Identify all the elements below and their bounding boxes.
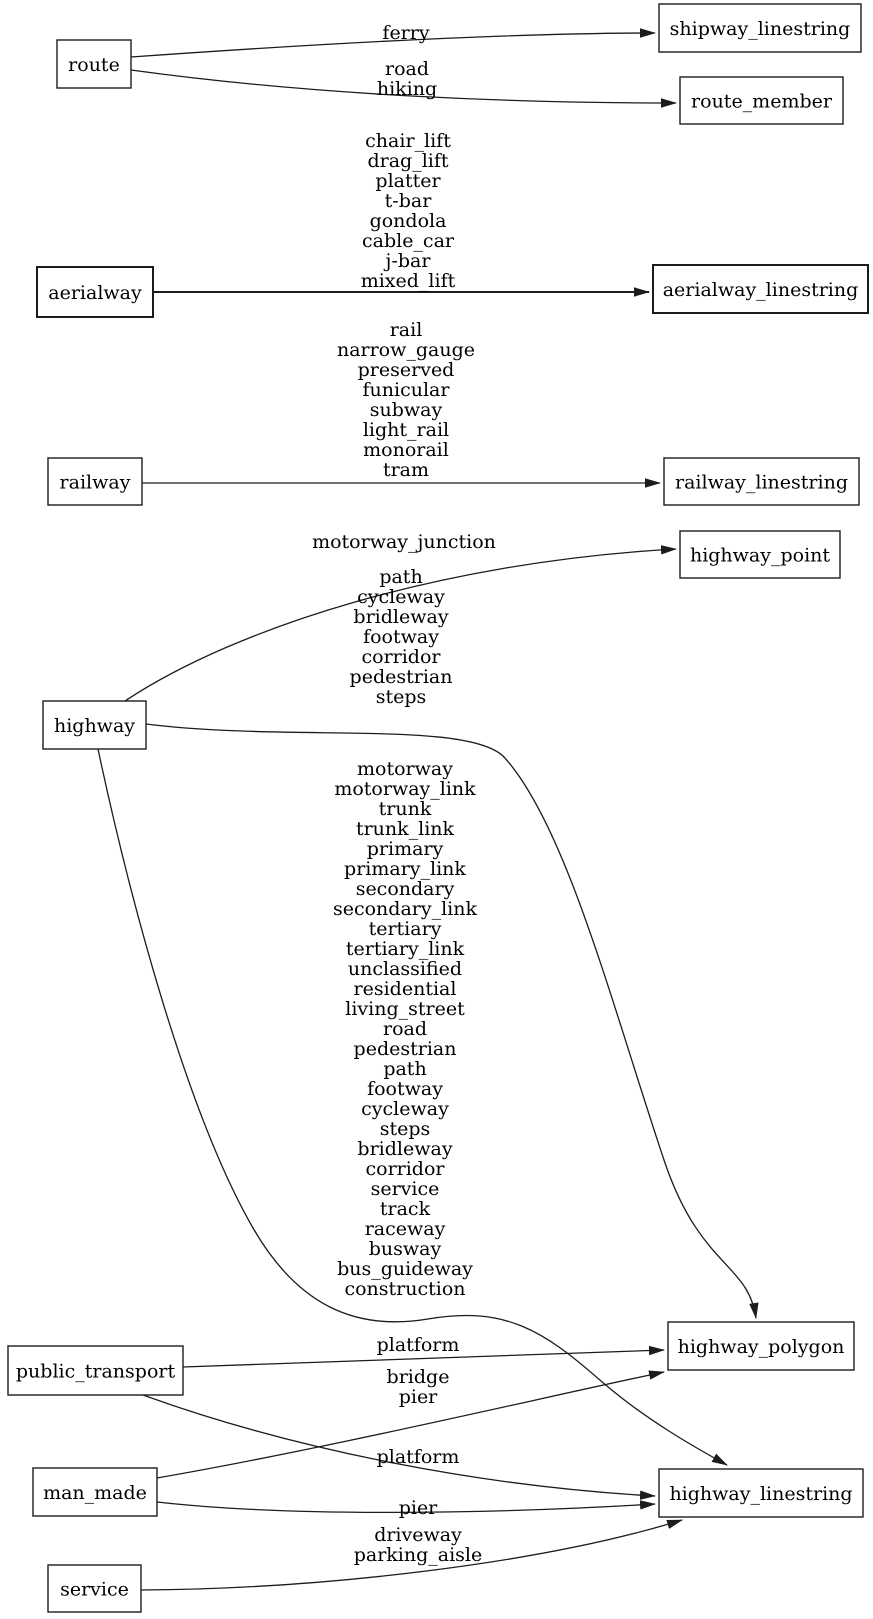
node-route xyxy=(57,40,131,88)
edge-label-highway-to-highway_linestring: tertiary xyxy=(368,918,442,940)
edge-label-man_made-to-highway_linestring: pier xyxy=(398,1497,438,1519)
edge-label-highway-to-highway_linestring: construction xyxy=(344,1278,466,1300)
node-railway_linestring-label: railway_linestring xyxy=(675,471,848,494)
node-service xyxy=(48,1565,141,1612)
node-route-label: route xyxy=(68,54,120,76)
edge-label-highway-to-highway_linestring: busway xyxy=(368,1238,442,1260)
node-railway xyxy=(48,458,142,505)
edge-label-highway-to-highway_linestring: pedestrian xyxy=(353,1038,457,1060)
edge-label-aerialway-to-aerialway_linestring: j-bar xyxy=(385,250,431,272)
edge-label-highway-to-highway_linestring: unclassified xyxy=(347,958,463,980)
node-railway-label: railway xyxy=(59,471,131,494)
node-highway xyxy=(43,701,146,749)
node-aerialway_linestring xyxy=(653,265,868,313)
edge-label-route-to-route_member: road xyxy=(384,58,430,80)
node-service-label: service xyxy=(60,1578,129,1601)
edge-label-route-to-route_member: hiking xyxy=(376,78,438,100)
node-route_member xyxy=(680,77,843,124)
edge-label-railway-to-railway_linestring: preserved xyxy=(357,359,455,381)
edge-label-aerialway-to-aerialway_linestring: t-bar xyxy=(384,190,432,212)
edge-label-highway-to-highway_linestring: raceway xyxy=(364,1218,446,1240)
edge-label-aerialway-to-aerialway_linestring: drag_lift xyxy=(367,150,449,172)
edge-label-highway-to-highway_linestring: residential xyxy=(353,978,457,1000)
edge-label-highway-to-highway_polygon: pedestrian xyxy=(349,666,453,688)
edge-label-service-to-highway_linestring: driveway xyxy=(374,1524,462,1546)
edge-label-man_made-to-highway_polygon: bridge xyxy=(386,1366,450,1388)
edge-label-highway-to-highway_linestring: cycleway xyxy=(361,1098,449,1120)
node-shipway_linestring xyxy=(659,4,861,52)
node-man_made xyxy=(33,1468,157,1516)
edge-label-highway-to-highway_polygon: footway xyxy=(363,626,439,648)
edge-label-aerialway-to-aerialway_linestring: cable_car xyxy=(361,230,455,252)
edge-label-railway-to-railway_linestring: narrow_gauge xyxy=(336,339,476,361)
edge-label-highway-to-highway_linestring: living_street xyxy=(345,998,465,1020)
node-route_member-label: route_member xyxy=(691,90,832,113)
node-highway_point xyxy=(680,531,840,578)
edge-label-highway-to-highway_linestring: motorway xyxy=(357,758,453,780)
edge-label-aerialway-to-aerialway_linestring: platter xyxy=(375,170,441,192)
node-aerialway-label: aerialway xyxy=(48,282,142,304)
edge-label-highway-to-highway_linestring: bus_guideway xyxy=(337,1258,473,1280)
edge-label-highway-to-highway_polygon: path xyxy=(379,566,423,588)
edge-label-highway-to-highway_linestring: tertiary_link xyxy=(345,938,465,960)
edge-label-public_transport-to-highway_linestring: platform xyxy=(376,1446,460,1468)
node-highway_point-label: highway_point xyxy=(689,544,831,567)
node-highway_linestring-label: highway_linestring xyxy=(669,1483,853,1505)
node-public_transport xyxy=(8,1346,183,1395)
node-man_made-label: man_made xyxy=(43,1482,147,1504)
edge-label-aerialway-to-aerialway_linestring: gondola xyxy=(369,210,447,232)
node-highway_polygon xyxy=(668,1322,854,1370)
edge-label-highway-to-highway_linestring: primary_link xyxy=(344,858,466,880)
edge-label-route-to-shipway_linestring: ferry xyxy=(382,22,430,44)
node-public_transport-label: public_transport xyxy=(15,1360,176,1383)
node-railway_linestring xyxy=(664,458,859,505)
edge-label-highway-to-highway_linestring: steps xyxy=(379,1118,431,1140)
edge-label-aerialway-to-aerialway_linestring: chair_lift xyxy=(365,130,451,152)
edge-label-highway-to-highway_linestring: secondary xyxy=(355,878,455,900)
node-highway_linestring xyxy=(659,1469,863,1517)
edge-label-highway-to-highway_point: motorway_junction xyxy=(312,531,496,553)
edge-label-highway-to-highway_polygon: corridor xyxy=(361,646,441,668)
edge-label-highway-to-highway_linestring: primary xyxy=(366,838,444,860)
edge-label-highway-to-highway_linestring: motorway_link xyxy=(334,778,476,800)
edge-label-highway-to-highway_linestring: trunk_link xyxy=(355,818,455,840)
edge-label-highway-to-highway_polygon: cycleway xyxy=(357,586,445,608)
node-aerialway_linestring-label: aerialway_linestring xyxy=(662,279,859,301)
edge-label-highway-to-highway_linestring: track xyxy=(379,1198,431,1220)
node-highway-label: highway xyxy=(53,715,136,737)
edge-label-highway-to-highway_linestring: secondary_link xyxy=(332,898,478,920)
edge-label-railway-to-railway_linestring: subway xyxy=(369,399,443,421)
node-shipway_linestring-label: shipway_linestring xyxy=(669,18,851,40)
edge-highway-to-highway_polygon xyxy=(146,724,756,1318)
edge-label-highway-to-highway_polygon: bridleway xyxy=(353,606,449,628)
edge-label-railway-to-railway_linestring: light_rail xyxy=(362,419,450,441)
edge-label-highway-to-highway_linestring: footway xyxy=(367,1078,443,1100)
edge-label-railway-to-railway_linestring: monorail xyxy=(363,439,449,461)
edge-label-railway-to-railway_linestring: rail xyxy=(389,319,423,341)
edge-label-highway-to-highway_linestring: path xyxy=(383,1058,427,1080)
node-aerialway xyxy=(37,267,153,317)
node-highway_polygon-label: highway_polygon xyxy=(677,1336,845,1358)
edge-label-public_transport-to-highway_polygon: platform xyxy=(376,1334,460,1356)
edge-label-highway-to-highway_linestring: trunk xyxy=(378,798,432,820)
edge-label-railway-to-railway_linestring: tram xyxy=(382,459,430,481)
edge-label-service-to-highway_linestring: parking_aisle xyxy=(353,1544,483,1566)
edge-label-highway-to-highway_linestring: road xyxy=(382,1018,428,1040)
edge-label-railway-to-railway_linestring: funicular xyxy=(362,379,450,401)
edge-label-highway-to-highway_linestring: corridor xyxy=(365,1158,445,1180)
edge-label-aerialway-to-aerialway_linestring: mixed_lift xyxy=(360,270,456,292)
edge-label-highway-to-highway_polygon: steps xyxy=(375,686,427,708)
edge-label-highway-to-highway_linestring: bridleway xyxy=(357,1138,453,1160)
edge-label-highway-to-highway_linestring: service xyxy=(370,1178,440,1200)
edge-label-man_made-to-highway_polygon: pier xyxy=(398,1386,438,1408)
